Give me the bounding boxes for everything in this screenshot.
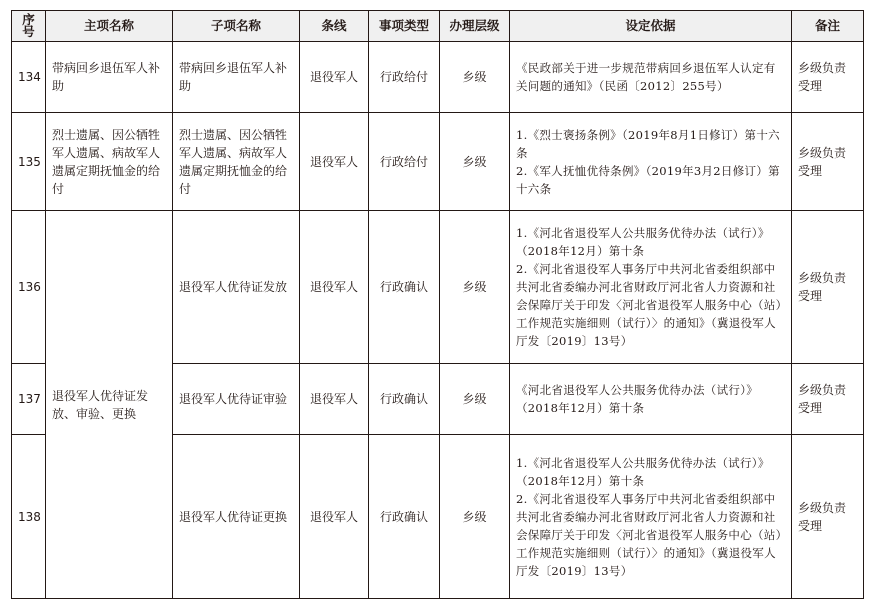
- header-line: 条线: [300, 11, 369, 42]
- row-sub-item: 退役军人优待证发放: [173, 211, 300, 364]
- row-line: 退役军人: [300, 211, 369, 364]
- row-no: 134: [12, 42, 46, 113]
- basis-line: 1.《河北省退役军人公共服务优待办法（试行）》（2018年12月）第十条: [516, 226, 770, 258]
- header-sub-item: 子项名称: [173, 11, 300, 42]
- row-type: 行政给付: [369, 42, 440, 113]
- row-note: 乡级负责受理: [792, 364, 864, 435]
- basis-line: 1.《烈士褒扬条例》（2019年8月1日修订）第十六条: [516, 127, 780, 160]
- basis-line: 2.《河北省退役军人事务厅中共河北省委组织部中共河北省委编办河北省财政厅河北省人力资源和社会保障厅关于印发〈河北省退役军人服务中心（站）工作规范实施细则（试行）〉的通知》（冀退役军人厅发〔2019〕13号）: [516, 491, 782, 578]
- row-basis: [510, 211, 792, 364]
- row-no: 137: [12, 364, 46, 435]
- row-basis: [510, 113, 792, 211]
- row-level: 乡级: [440, 211, 510, 364]
- header-main-item: 主项名称: [46, 11, 173, 42]
- table-row: [12, 211, 864, 364]
- row-type: 行政给付: [369, 113, 440, 211]
- table-row: [12, 113, 864, 211]
- row-main-item: 烈士遗属、因公牺牲军人遗属、病故军人遗属定期抚恤金的给付: [46, 113, 173, 211]
- row-note: 乡级负责受理: [792, 113, 864, 211]
- header-no: 序号: [12, 11, 46, 42]
- table-row: [12, 42, 864, 113]
- row-level: 乡级: [440, 113, 510, 211]
- row-line: 退役军人: [300, 42, 369, 113]
- row-note: 乡级负责受理: [792, 42, 864, 113]
- row-main-item: 带病回乡退伍军人补助: [46, 42, 173, 113]
- header-type: 事项类型: [369, 11, 440, 42]
- row-no: 138: [12, 435, 46, 599]
- row-line: 退役军人: [300, 435, 369, 599]
- row-line: 退役军人: [300, 113, 369, 211]
- row-main-item-merged: 退役军人优待证发放、审验、更换: [46, 211, 173, 599]
- basis-line: 2.《河北省退役军人事务厅中共河北省委组织部中共河北省委编办河北省财政厅河北省人力资源和社会保障厅关于印发〈河北省退役军人服务中心（站）工作规范实施细则（试行）〉的通知》（冀退役军人厅发〔2019〕13号）: [516, 262, 782, 348]
- row-sub-item: 烈士遗属、因公牺牲军人遗属、病故军人遗属定期抚恤金的给付: [173, 113, 300, 211]
- basis-line: 《民政部关于进一步规范带病回乡退伍军人认定有关问题的通知》（民函〔2012〕255号）: [516, 61, 776, 93]
- row-basis: [510, 435, 792, 599]
- row-basis: [510, 42, 792, 113]
- row-sub-item: 带病回乡退伍军人补助: [173, 42, 300, 113]
- row-type: 行政确认: [369, 364, 440, 435]
- basis-line: 1.《河北省退役军人公共服务优待办法（试行）》（2018年12月）第十条: [516, 455, 770, 488]
- header-basis: 设定依据: [510, 11, 792, 42]
- header-row: [12, 11, 864, 42]
- basis-line: 2.《军人抚恤优待条例》（2019年3月2日修订）第十六条: [516, 163, 780, 196]
- header-level: 办理层级: [440, 11, 510, 42]
- row-level: 乡级: [440, 364, 510, 435]
- header-note: 备注: [792, 11, 864, 42]
- row-note: 乡级负责受理: [792, 435, 864, 599]
- row-note: 乡级负责受理: [792, 211, 864, 364]
- row-no: 136: [12, 211, 46, 364]
- basis-line: 《河北省退役军人公共服务优待办法（试行）》（2018年12月）第十条: [516, 383, 759, 415]
- row-level: 乡级: [440, 435, 510, 599]
- row-type: 行政确认: [369, 211, 440, 364]
- service-items-table: [11, 10, 864, 599]
- row-basis: [510, 364, 792, 435]
- row-no: 135: [12, 113, 46, 211]
- row-sub-item: 退役军人优待证审验: [173, 364, 300, 435]
- row-line: 退役军人: [300, 364, 369, 435]
- row-level: 乡级: [440, 42, 510, 113]
- row-sub-item: 退役军人优待证更换: [173, 435, 300, 599]
- row-type: 行政确认: [369, 435, 440, 599]
